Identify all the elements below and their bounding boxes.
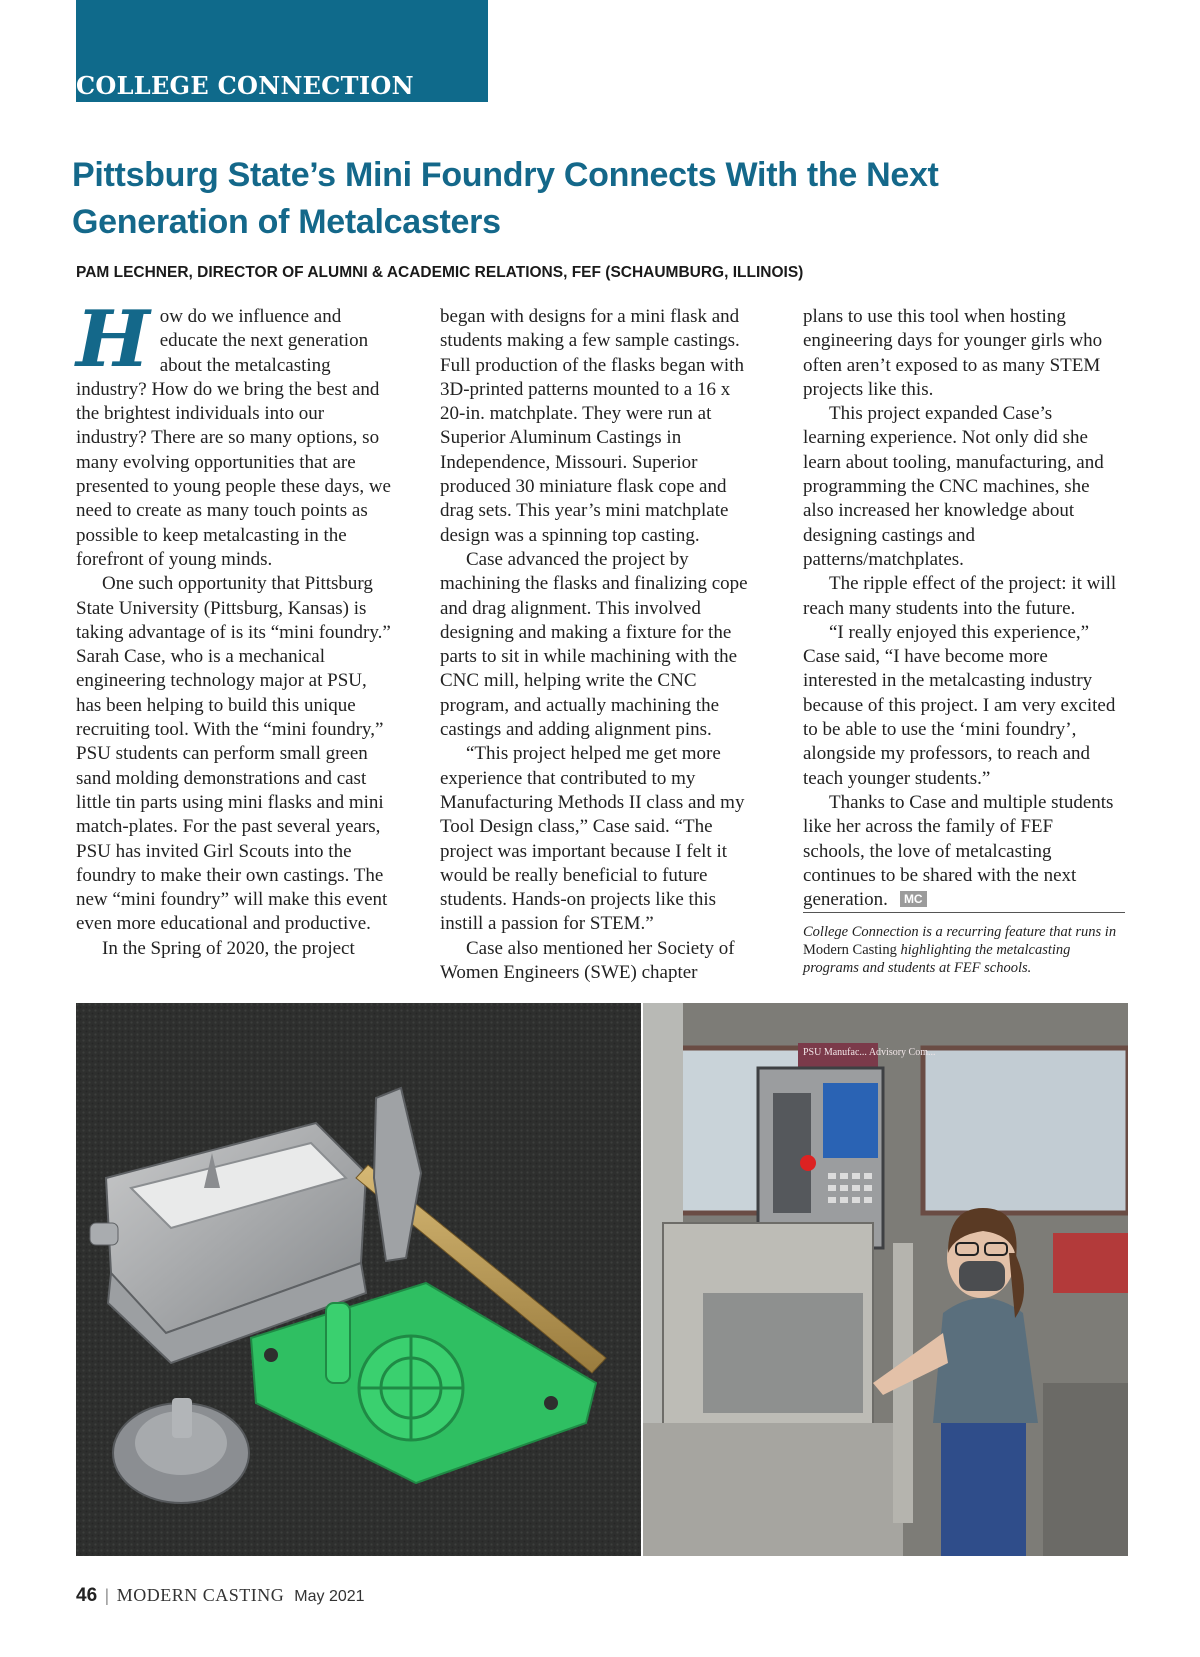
paragraph: Case advanced the project by machining the flasks and finalizing cope and drag alignment. This involved designing and making a fixture for the parts to sit in while machining with the CNC mill, helping write the CNC program, and actually machining the castings and adding alignment pins. xyxy=(440,548,748,741)
feature-note xyxy=(803,923,1125,977)
paragraph: One such opportunity that Pittsburg State University (Pittsburg, Kansas) is taking advantage of is its “mini foundry.” Sarah Case, who is a mechanical engineering technology major at PSU, has been helping to build this unique recruiting tool. With the “mini foundry,” PSU students can perform small green sand molding demonstrations and cast little tin parts using mini flasks and mini match-plates. For the past several years, PSU has invited Girl Scouts into the foundry to make their own castings. The new “mini foundry” will make this event even more educational and productive. xyxy=(76,573,391,935)
article-column-3 xyxy=(803,305,1118,912)
photo-student-cnc xyxy=(643,1003,1128,1556)
paragraph: began with designs for a mini flask and students making a few sample castings. Full production of the flasks began with 3D-printed patterns mounted to a 16 x 20-in. matchplate. They were run at Superior Aluminum Castings in Independence, Missouri. Superior produced 30 miniature flask cope and drag sets. This year’s mini matchplate design was a spinning top casting. xyxy=(440,306,744,546)
article-byline: PAM LECHNER, DIRECTOR OF ALUMNI & ACADEMIC RELATIONS, FEF (SCHAUMBURG, ILLINOIS) xyxy=(76,264,804,281)
magazine-name: MODERN CASTING xyxy=(116,1585,285,1605)
issue-date: May 2021 xyxy=(294,1588,365,1605)
footer-separator: | xyxy=(105,1585,109,1605)
paragraph xyxy=(803,791,1118,912)
paragraph-text: Thanks to Case and multiple students like her across the family of FEF schools, the love of metalcasting continues to be shared with the next generation. xyxy=(803,791,1114,911)
paragraph: “This project helped me get more experience that contributed to my Manufacturing Methods II class and my Tool Design class,” Case said. “The project was important because I felt it would be really beneficial to future students. Hands-on projects like this instill a passion for STEM.” xyxy=(440,743,745,935)
note-divider xyxy=(803,912,1125,913)
article-column-2 xyxy=(440,305,755,985)
end-mark-icon: MC xyxy=(900,891,927,907)
note-publication: Modern Casting xyxy=(803,942,897,958)
note-text: College Connection is a recurring feature that runs in xyxy=(803,924,1117,940)
paragraph: Case also mentioned her Society of Women Engineers (SWE) chapter xyxy=(440,937,735,984)
page-number: 46 xyxy=(76,1585,98,1606)
article-column-1 xyxy=(76,294,391,961)
drop-cap: H xyxy=(76,294,150,385)
paragraph xyxy=(76,294,391,572)
lab-sign-text: PSU Manufac... Advisory Com... xyxy=(803,1047,936,1058)
paragraph: “I really enjoyed this experience,” Case said, “I have become more interested in the metalcasting industry because of this project. I am very excited to be able to use the ‘mini foundry’, alongside my professors, to reach and teach younger students.” xyxy=(803,621,1116,789)
castings-illustration xyxy=(76,1003,641,1556)
paragraph: In the Spring of 2020, the project xyxy=(102,937,355,959)
note-text: highlighting the metalcasting programs and students at FEF schools. xyxy=(803,942,1071,976)
cnc-lab-illustration xyxy=(643,1003,1128,1556)
article-title: Pittsburg State’s Mini Foundry Connects With the Next Generation of Metalcasters xyxy=(72,156,939,241)
photo-castings xyxy=(76,1003,641,1556)
paragraph: plans to use this tool when hosting engineering days for younger girls who often aren’t exposed to as many STEM projects like this. xyxy=(803,306,1103,400)
page-footer xyxy=(76,1585,365,1607)
section-label: COLLEGE CONNECTION xyxy=(76,71,414,100)
paragraph-text: ow do we influence and educate the next generation about the metalcasting industry? How do we bring the best and the brightest individuals into our industry? There are so many options, so many evolving opportunities that are presented to young people these days, we need to create as many touch points as possible to keep metalcasting in the forefront of young minds. xyxy=(76,306,391,570)
paragraph: This project expanded Case’s learning experience. Not only did she learn about tooling, manufacturing, and programming the CNC machines, she also increased her knowledge about designing castings and patterns/matchplates. xyxy=(803,403,1104,570)
paragraph: The ripple effect of the project: it will reach many students into the future. xyxy=(803,573,1117,619)
